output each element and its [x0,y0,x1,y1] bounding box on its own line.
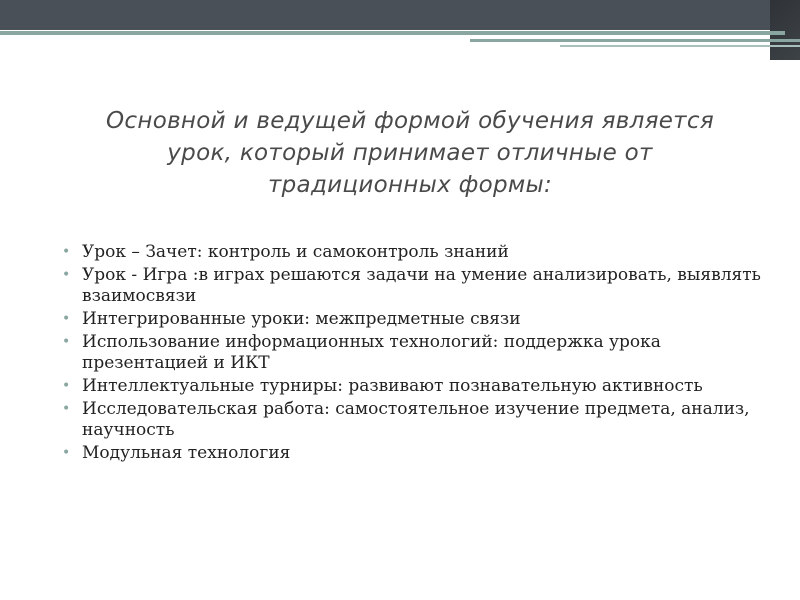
bullet-icon: • [62,445,71,461]
bullet-icon: • [62,267,71,283]
bullet-item [62,376,777,397]
bullet-text: Урок - Игра :в играх решаются задачи на умение анализировать, выявлять взаимосвязи [82,265,761,306]
bullet-text: Использование информационных технологий: поддержка урока презентацией и ИКТ [82,332,661,373]
slide-title [40,105,780,201]
title-line-1: Основной и ведущей формой обучения является [106,108,714,134]
bullet-text: Модульная технология [82,443,291,463]
bullet-item [62,443,777,464]
bullet-icon: • [62,378,71,394]
title-line-2: урок, который принимает отличные от [167,140,653,166]
bullet-text: Урок – Зачет: контроль и самоконтроль знаний [82,242,509,262]
bullet-icon: • [62,311,71,327]
bullet-item [62,265,777,307]
bullet-text: Исследовательская работа: самостоятельное изучение предмета, анализ, научность [82,399,750,440]
bullet-item [62,242,777,263]
header-band [0,0,782,30]
accent-line-secondary [470,39,800,42]
bullet-icon: • [62,334,71,350]
bullet-text: Интегрированные уроки: межпредметные связи [82,309,521,329]
corner-decoration [770,0,800,60]
title-line-3: традиционных формы: [267,172,553,198]
bullet-list [62,242,777,466]
accent-line [0,31,785,35]
bullet-item [62,399,777,441]
bullet-icon: • [62,244,71,260]
bullet-icon: • [62,401,71,417]
bullet-text: Интеллектуальные турниры: развивают познавательную активность [82,376,703,396]
bullet-item [62,332,777,374]
accent-line-tertiary [560,45,800,47]
bullet-item [62,309,777,330]
